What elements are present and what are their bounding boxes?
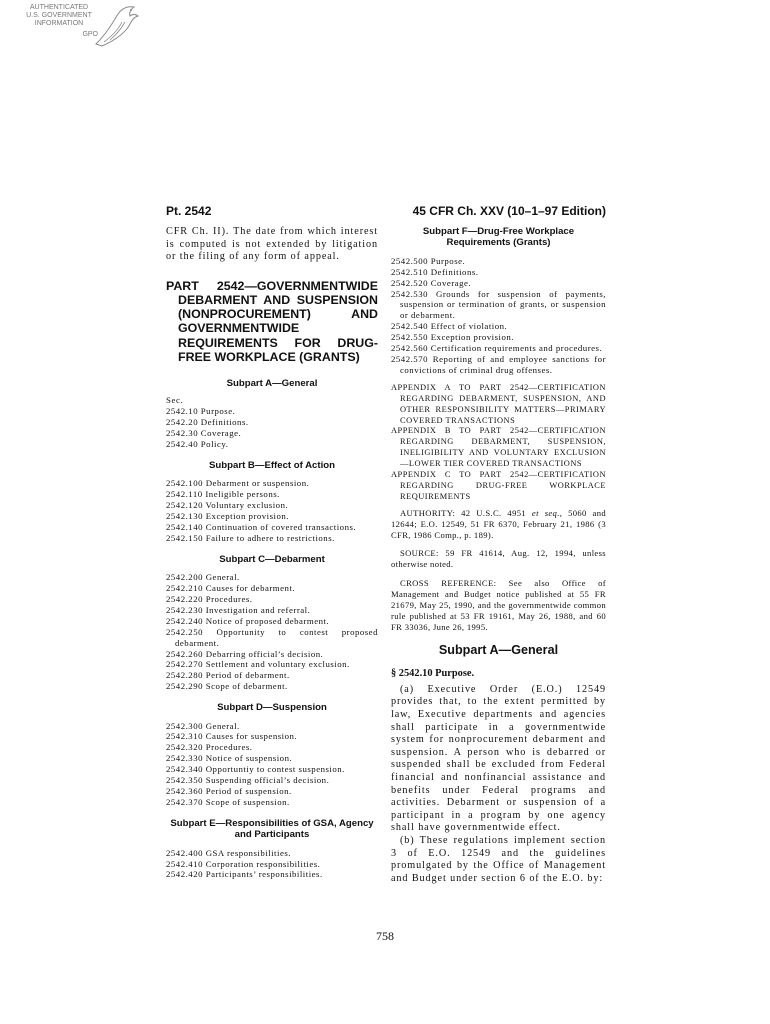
- appendix-b-title: APPENDIX B TO PART 2542—CERTIFICATION REGARDING DEBARMENT, SUSPENSION, INELIGIBILITY AND VOLUNTARY EXCLUSION—LOWER TIER COVERED TRANSACTIONS: [391, 426, 606, 469]
- appendix-c-title: APPENDIX C TO PART 2542—CERTIFICATION REGARDING DRUG-FREE WORKPLACE REQUIREMENTS: [391, 470, 606, 501]
- paragraph-b: (b) These regulations implement section 3 of E.O. 12549 and the guidelines promulgated by the Office of Management and Budget under section 6 of the E.O. by:: [391, 834, 606, 884]
- section-heading: § 2542.10 Purpose.: [391, 667, 475, 679]
- authority-note: [391, 508, 606, 541]
- gpo-stamp-line: AUTHENTICATED: [29, 4, 89, 11]
- source-text: 59 FR 41614, Aug. 12, 1994, unless otherwise noted.: [391, 548, 606, 570]
- subpart-a-toc: [166, 406, 378, 450]
- toc-item: 2542.10 Purpose.: [166, 406, 236, 417]
- toc-item: 2542.270 Settlement and voluntary exclusion.: [166, 659, 350, 670]
- cross-reference-text: See also Office of Management and Budget notice published at 55 FR 21679, May 25, 1990, and the governmentwide common rule published at 53 FR 19161, May 26, 1988, and 60 FR 33036, June 26, 1995.: [391, 578, 607, 632]
- gpo-authentication-seal: [20, 4, 142, 54]
- page-number: 758: [376, 929, 394, 943]
- authority-text-after: , 5060 and 12644; E.O. 12549, 51 FR 6370, February 21, 1986 (3 CFR, 1986 Comp., p. 189).: [391, 507, 607, 540]
- toc-item: 2542.130 Exception provision.: [166, 511, 289, 522]
- toc-item: 2542.310 Causes for suspension.: [166, 731, 298, 742]
- toc-item: 2542.360 Period of suspension.: [166, 786, 292, 796]
- toc-item: 2542.200 General.: [166, 572, 240, 583]
- toc-item: 2542.250 Opportunity to contest proposed debarment.: [166, 626, 378, 648]
- toc-item: 2542.520 Coverage.: [391, 277, 472, 288]
- toc-item: 2542.260 Debarring official’s decision.: [166, 648, 324, 659]
- toc-item: 2542.150 Failure to adhere to restrictions.: [166, 532, 335, 543]
- gpo-stamp-line: INFORMATION: [34, 20, 84, 27]
- toc-item: 2542.340 Opportuntiy to contest suspension.: [166, 764, 345, 775]
- subpart-b-heading: Subpart B—Effect of Action: [209, 459, 335, 471]
- intro-text: CFR Ch. II). The date from which interest is computed is not extended by litigation or the filing of any form of appeal.: [166, 226, 378, 263]
- toc-item: 2542.100 Debarment or suspension.: [166, 478, 310, 489]
- subpart-d-heading: Subpart D—Suspension: [217, 702, 327, 714]
- authority-label: AUTHORITY:: [400, 507, 456, 518]
- subpart-a-heading: Subpart A—General: [226, 378, 318, 389]
- subpart-f-heading: Subpart F—Drug-Free Workplace Requirements (Grants): [422, 226, 575, 249]
- toc-item: 2542.290 Scope of debarment.: [166, 681, 288, 692]
- appendix-a-title: APPENDIX A TO PART 2542—CERTIFICATION REGARDING DEBARMENT, SUSPENSION, AND OTHER RESPONSIBILITY MATTERS—PRIMARY COVERED TRANSACTIONS: [391, 382, 606, 425]
- gpo-stamp-text: [20, 4, 98, 39]
- paragraph-a: (a) Executive Order (E.O.) 12549 provides that, to the extent permitted by law, Executive departments and agencies shall participate in a governmentwide system for nonprocurement debarment and suspension. A person who is debarred or suspended shall be excluded from Federal financial and nonfinancial assistance and benefits under Federal programs and activities. Debarment or suspension of a participant in a program by one agency shall have governmentwide effect.: [391, 683, 606, 834]
- subpart-c-heading: Subpart C—Debarment: [219, 553, 325, 565]
- toc-item: 2542.570 Reporting of and employee sanctions for convictions of criminal drug offenses.: [391, 353, 606, 375]
- toc-item: 2542.40 Policy.: [166, 439, 229, 450]
- toc-item: 2542.30 Coverage.: [166, 428, 242, 439]
- toc-item: 2542.300 General.: [166, 720, 240, 731]
- toc-item: 2542.120 Voluntary exclusion.: [166, 500, 289, 511]
- eagle-icon: [92, 4, 140, 50]
- subpart-a-major-heading: Subpart A—General: [438, 642, 559, 657]
- subpart-e-heading: Subpart E—Responsibilities of GSA, Agency and Participants: [170, 817, 374, 841]
- subpart-c-toc: [166, 572, 378, 692]
- subpart-f-toc: [391, 256, 606, 376]
- toc-item: 2542.210 Causes for debarment.: [166, 583, 296, 594]
- authority-text-before: 42 U.S.C. 4951: [455, 507, 532, 518]
- toc-item: 2542.560 Certification requirements and procedures.: [391, 343, 603, 354]
- left-column: [166, 226, 378, 880]
- toc-item: 2542.320 Procedures.: [166, 742, 253, 753]
- gpo-stamp-line: U.S. GOVERNMENT: [26, 12, 92, 19]
- cross-reference-note: [391, 578, 606, 633]
- gpo-stamp-abbr: GPO: [82, 31, 98, 38]
- toc-item: 2542.370 Scope of suspension.: [166, 796, 290, 807]
- sec-label: Sec.: [166, 395, 184, 406]
- toc-item: 2542.550 Exception provision.: [391, 332, 514, 343]
- toc-item: 2542.400 GSA responsibilities.: [166, 847, 291, 858]
- toc-item: 2542.330 Notice of suspension.: [166, 753, 293, 764]
- toc-item: 2542.530 Grounds for suspension of payments, suspension or termination of grants, or suspension or debarment.: [391, 288, 606, 321]
- authority-italic: et seq.: [531, 507, 560, 518]
- source-note: [391, 548, 606, 570]
- toc-item: 2542.20 Definitions.: [166, 417, 249, 428]
- toc-item: 2542.110 Ineligible persons.: [166, 489, 280, 500]
- toc-item: 2542.230 Investigation and referral.: [166, 604, 311, 615]
- toc-item: 2542.350 Suspending official’s decision.: [166, 775, 330, 786]
- appendix-list: [391, 383, 606, 503]
- running-head-part: Pt. 2542: [166, 204, 212, 218]
- subpart-b-toc: [166, 478, 378, 543]
- toc-item: 2542.240 Notice of proposed debarment.: [166, 615, 330, 626]
- part-title: PART 2542—GOVERNMENTWIDE DEBARMENT AND SUSPENSION (NONPROCUREMENT) AND GOVERNMENTWIDE REQUIREMENTS FOR DRUG-FREE WORKPLACE (GRANTS): [166, 278, 378, 364]
- toc-item: 2542.220 Procedures.: [166, 594, 253, 604]
- toc-item: 2542.280 Period of debarment.: [166, 670, 290, 681]
- toc-item: 2542.510 Definitions.: [391, 266, 479, 277]
- cross-reference-label: CROSS REFERENCE:: [400, 578, 497, 589]
- running-head-edition: 45 CFR Ch. XXV (10–1–97 Edition): [412, 204, 606, 218]
- toc-item: 2542.140 Continuation of covered transactions.: [166, 521, 357, 532]
- source-label: SOURCE:: [400, 548, 439, 559]
- subpart-d-toc: [166, 721, 378, 808]
- toc-item: 2542.420 Participants’ responsibilities.: [166, 869, 323, 880]
- subpart-e-toc: [166, 848, 378, 881]
- toc-item: 2542.500 Purpose.: [391, 255, 466, 266]
- toc-item: 2542.410 Corporation responsibilities.: [166, 858, 321, 869]
- right-column: [391, 226, 606, 885]
- toc-item: 2542.540 Effect of violation.: [391, 321, 508, 332]
